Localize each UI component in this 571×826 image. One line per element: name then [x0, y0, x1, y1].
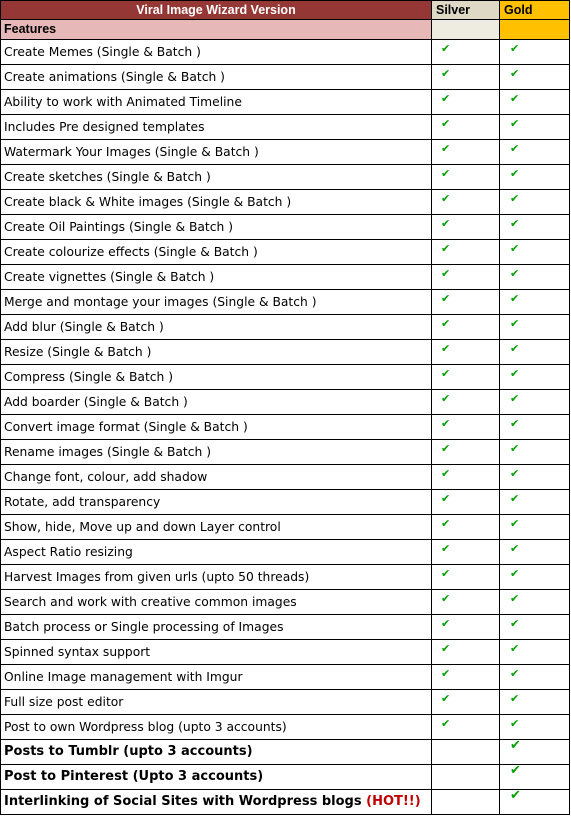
- check-icon: ✔: [441, 117, 451, 130]
- silver-check-cell: [432, 490, 500, 515]
- silver-check-cell: [432, 715, 500, 740]
- silver-check-cell: [432, 365, 500, 390]
- table-row: [1, 165, 570, 190]
- gold-column-header: Gold: [500, 1, 570, 20]
- gold-check-cell: [500, 115, 570, 140]
- silver-check-cell: [432, 390, 500, 415]
- table-row: [1, 440, 570, 465]
- gold-check-cell: [500, 565, 570, 590]
- comparison-table-body: [1, 1, 570, 815]
- feature-label: Add blur (Single & Batch ): [4, 320, 164, 334]
- silver-check-cell: [432, 90, 500, 115]
- check-icon: ✔: [441, 317, 451, 330]
- feature-cell: [1, 540, 432, 565]
- feature-label: Compress (Single & Batch ): [4, 370, 174, 384]
- feature-label: Rename images (Single & Batch ): [4, 445, 212, 459]
- silver-check-cell: [432, 140, 500, 165]
- silver-check-cell: [432, 415, 500, 440]
- check-icon: ✔: [510, 117, 520, 130]
- gold-check-cell: [500, 165, 570, 190]
- check-icon: ✔: [441, 42, 451, 55]
- feature-label: Online Image management with Imgur: [4, 670, 243, 684]
- gold-check-cell: [500, 415, 570, 440]
- feature-cell: [1, 165, 432, 190]
- feature-cell: [1, 40, 432, 65]
- feature-label: Create vignettes (Single & Batch ): [4, 270, 215, 284]
- gold-check-cell: [500, 315, 570, 340]
- check-icon: ✔: [510, 467, 520, 480]
- feature-cell: [1, 365, 432, 390]
- check-icon: ✔: [510, 789, 521, 803]
- gold-check-cell: [500, 365, 570, 390]
- feature-label: Create Oil Paintings (Single & Batch ): [4, 220, 234, 234]
- check-icon: ✔: [441, 167, 451, 180]
- table-row: [1, 790, 570, 815]
- check-icon: ✔: [441, 292, 451, 305]
- feature-cell: [1, 765, 432, 790]
- gold-check-cell: [500, 790, 570, 815]
- feature-label: Create animations (Single & Batch ): [4, 70, 225, 84]
- feature-label: Includes Pre designed templates: [4, 120, 205, 134]
- check-icon: ✔: [510, 367, 520, 380]
- gold-check-cell: [500, 140, 570, 165]
- silver-check-cell: [432, 190, 500, 215]
- feature-cell: [1, 690, 432, 715]
- silver-check-cell: [432, 565, 500, 590]
- feature-cell: [1, 665, 432, 690]
- feature-label: Resize (Single & Batch ): [4, 345, 152, 359]
- table-row: [1, 765, 570, 790]
- feature-label: Add boarder (Single & Batch ): [4, 395, 188, 409]
- feature-cell: [1, 140, 432, 165]
- check-icon: ✔: [510, 392, 520, 405]
- table-row: [1, 140, 570, 165]
- table-row: [1, 540, 570, 565]
- gold-check-cell: [500, 540, 570, 565]
- table-row: [1, 465, 570, 490]
- check-icon: ✔: [510, 192, 520, 205]
- gold-section-cell: [500, 20, 570, 40]
- check-icon: ✔: [441, 642, 451, 655]
- table-row: [1, 665, 570, 690]
- gold-check-cell: [500, 90, 570, 115]
- gold-check-cell: [500, 215, 570, 240]
- table-title: Viral Image Wizard Version: [1, 1, 432, 20]
- feature-label: Create black & White images (Single & Batch ): [4, 195, 292, 209]
- check-icon: ✔: [510, 217, 520, 230]
- feature-cell: [1, 715, 432, 740]
- silver-check-cell: [432, 590, 500, 615]
- table-row: [1, 365, 570, 390]
- table-row: [1, 690, 570, 715]
- check-icon: ✔: [441, 542, 451, 555]
- feature-cell: [1, 440, 432, 465]
- table-row: [1, 640, 570, 665]
- check-icon: ✔: [441, 267, 451, 280]
- table-row: [1, 90, 570, 115]
- gold-check-cell: [500, 665, 570, 690]
- check-icon: ✔: [510, 739, 521, 753]
- check-icon: ✔: [441, 517, 451, 530]
- silver-check-cell: [432, 465, 500, 490]
- check-icon: ✔: [441, 367, 451, 380]
- check-icon: ✔: [510, 764, 521, 778]
- check-icon: ✔: [510, 292, 520, 305]
- feature-label: Interlinking of Social Sites with Wordpress blogs: [4, 794, 362, 809]
- table-row: [1, 390, 570, 415]
- check-icon: ✔: [510, 342, 520, 355]
- table-row: [1, 515, 570, 540]
- feature-cell: [1, 265, 432, 290]
- silver-check-cell: [432, 665, 500, 690]
- table-row: [1, 315, 570, 340]
- gold-check-cell: [500, 65, 570, 90]
- table-row: [1, 615, 570, 640]
- feature-label: Change font, colour, add shadow: [4, 470, 208, 484]
- check-icon: ✔: [510, 542, 520, 555]
- check-icon: ✔: [441, 442, 451, 455]
- feature-cell: [1, 415, 432, 440]
- silver-check-cell: [432, 215, 500, 240]
- feature-label: Watermark Your Images (Single & Batch ): [4, 145, 259, 159]
- feature-cell: [1, 215, 432, 240]
- silver-check-cell: [432, 40, 500, 65]
- gold-check-cell: [500, 715, 570, 740]
- check-icon: ✔: [510, 567, 520, 580]
- silver-check-cell: [432, 165, 500, 190]
- gold-check-cell: [500, 615, 570, 640]
- feature-label: Post to Pinterest (Upto 3 accounts): [4, 769, 264, 784]
- feature-label: Create Memes (Single & Batch ): [4, 45, 201, 59]
- silver-check-cell: [432, 640, 500, 665]
- table-row: [1, 290, 570, 315]
- check-icon: ✔: [510, 267, 520, 280]
- check-icon: ✔: [441, 417, 451, 430]
- check-icon: ✔: [441, 242, 451, 255]
- feature-cell: [1, 240, 432, 265]
- check-icon: ✔: [441, 217, 451, 230]
- check-icon: ✔: [510, 67, 520, 80]
- feature-label: Ability to work with Animated Timeline: [4, 95, 242, 109]
- features-section-row: [1, 20, 570, 40]
- check-icon: ✔: [441, 617, 451, 630]
- check-icon: ✔: [510, 492, 520, 505]
- gold-check-cell: [500, 40, 570, 65]
- silver-check-cell: [432, 315, 500, 340]
- feature-label: Batch process or Single processing of Images: [4, 620, 284, 634]
- silver-check-cell: [432, 440, 500, 465]
- table-row: [1, 190, 570, 215]
- feature-label: Spinned syntax support: [4, 645, 151, 659]
- check-icon: ✔: [510, 592, 520, 605]
- table-row: [1, 240, 570, 265]
- silver-check-cell: [432, 615, 500, 640]
- silver-check-cell: [432, 765, 500, 790]
- gold-check-cell: [500, 515, 570, 540]
- gold-check-cell: [500, 190, 570, 215]
- table-row: [1, 215, 570, 240]
- check-icon: ✔: [510, 142, 520, 155]
- check-icon: ✔: [510, 317, 520, 330]
- check-icon: ✔: [441, 467, 451, 480]
- check-icon: ✔: [441, 667, 451, 680]
- check-icon: ✔: [441, 717, 451, 730]
- silver-check-cell: [432, 115, 500, 140]
- table-row: [1, 715, 570, 740]
- feature-label: Full size post editor: [4, 695, 124, 709]
- check-icon: ✔: [510, 92, 520, 105]
- table-row: [1, 415, 570, 440]
- feature-label: Aspect Ratio resizing: [4, 545, 133, 559]
- feature-cell: [1, 615, 432, 640]
- feature-label: Harvest Images from given urls (upto 50 threads): [4, 570, 310, 584]
- silver-check-cell: [432, 340, 500, 365]
- gold-check-cell: [500, 690, 570, 715]
- check-icon: ✔: [510, 642, 520, 655]
- gold-check-cell: [500, 390, 570, 415]
- feature-cell: [1, 490, 432, 515]
- gold-check-cell: [500, 265, 570, 290]
- gold-check-cell: [500, 440, 570, 465]
- table-row: [1, 265, 570, 290]
- check-icon: ✔: [510, 517, 520, 530]
- check-icon: ✔: [441, 192, 451, 205]
- table-row: [1, 115, 570, 140]
- silver-check-cell: [432, 65, 500, 90]
- gold-check-cell: [500, 765, 570, 790]
- feature-label: Merge and montage your images (Single & Batch ): [4, 295, 317, 309]
- silver-section-cell: [432, 20, 500, 40]
- check-icon: ✔: [441, 692, 451, 705]
- feature-label: Show, hide, Move up and down Layer control: [4, 520, 281, 534]
- feature-cell: [1, 290, 432, 315]
- feature-cell: [1, 340, 432, 365]
- check-icon: ✔: [510, 667, 520, 680]
- gold-check-cell: [500, 490, 570, 515]
- table-row: [1, 65, 570, 90]
- check-icon: ✔: [510, 617, 520, 630]
- feature-cell: [1, 315, 432, 340]
- feature-label: Create sketches (Single & Batch ): [4, 170, 211, 184]
- table-row: [1, 740, 570, 765]
- feature-label: Posts to Tumblr (upto 3 accounts): [4, 744, 253, 759]
- silver-check-cell: [432, 515, 500, 540]
- check-icon: ✔: [510, 717, 520, 730]
- silver-check-cell: [432, 740, 500, 765]
- check-icon: ✔: [441, 92, 451, 105]
- gold-check-cell: [500, 740, 570, 765]
- feature-label: Search and work with creative common images: [4, 595, 297, 609]
- silver-check-cell: [432, 240, 500, 265]
- check-icon: ✔: [510, 167, 520, 180]
- hot-badge: (HOT!!): [366, 794, 421, 809]
- table-row: [1, 40, 570, 65]
- check-icon: ✔: [441, 342, 451, 355]
- feature-label: Create colourize effects (Single & Batch ): [4, 245, 258, 259]
- table-row: [1, 490, 570, 515]
- check-icon: ✔: [441, 592, 451, 605]
- gold-check-cell: [500, 240, 570, 265]
- gold-check-cell: [500, 340, 570, 365]
- check-icon: ✔: [510, 417, 520, 430]
- check-icon: ✔: [441, 142, 451, 155]
- silver-check-cell: [432, 540, 500, 565]
- check-icon: ✔: [441, 492, 451, 505]
- silver-check-cell: [432, 265, 500, 290]
- feature-cell: [1, 565, 432, 590]
- silver-check-cell: [432, 790, 500, 815]
- table-row: [1, 565, 570, 590]
- feature-cell: [1, 640, 432, 665]
- feature-label: Rotate, add transparency: [4, 495, 161, 509]
- feature-label: Post to own Wordpress blog (upto 3 accounts): [4, 720, 287, 734]
- check-icon: ✔: [441, 392, 451, 405]
- check-icon: ✔: [510, 692, 520, 705]
- feature-cell: [1, 115, 432, 140]
- feature-cell: [1, 515, 432, 540]
- table-row: [1, 340, 570, 365]
- features-section-label: Features: [1, 20, 432, 40]
- header-row: [1, 1, 570, 20]
- feature-cell: [1, 790, 432, 815]
- feature-cell: [1, 390, 432, 415]
- silver-check-cell: [432, 290, 500, 315]
- check-icon: ✔: [510, 242, 520, 255]
- silver-check-cell: [432, 690, 500, 715]
- feature-cell: [1, 65, 432, 90]
- feature-cell: [1, 190, 432, 215]
- feature-cell: [1, 465, 432, 490]
- check-icon: ✔: [441, 67, 451, 80]
- check-icon: ✔: [510, 42, 520, 55]
- feature-cell: [1, 590, 432, 615]
- table-row: [1, 590, 570, 615]
- check-icon: ✔: [510, 442, 520, 455]
- feature-cell: [1, 90, 432, 115]
- check-icon: ✔: [441, 567, 451, 580]
- feature-label: Convert image format (Single & Batch ): [4, 420, 248, 434]
- gold-check-cell: [500, 640, 570, 665]
- feature-cell: [1, 740, 432, 765]
- gold-check-cell: [500, 590, 570, 615]
- silver-column-header: Silver: [432, 1, 500, 20]
- gold-check-cell: [500, 290, 570, 315]
- gold-check-cell: [500, 465, 570, 490]
